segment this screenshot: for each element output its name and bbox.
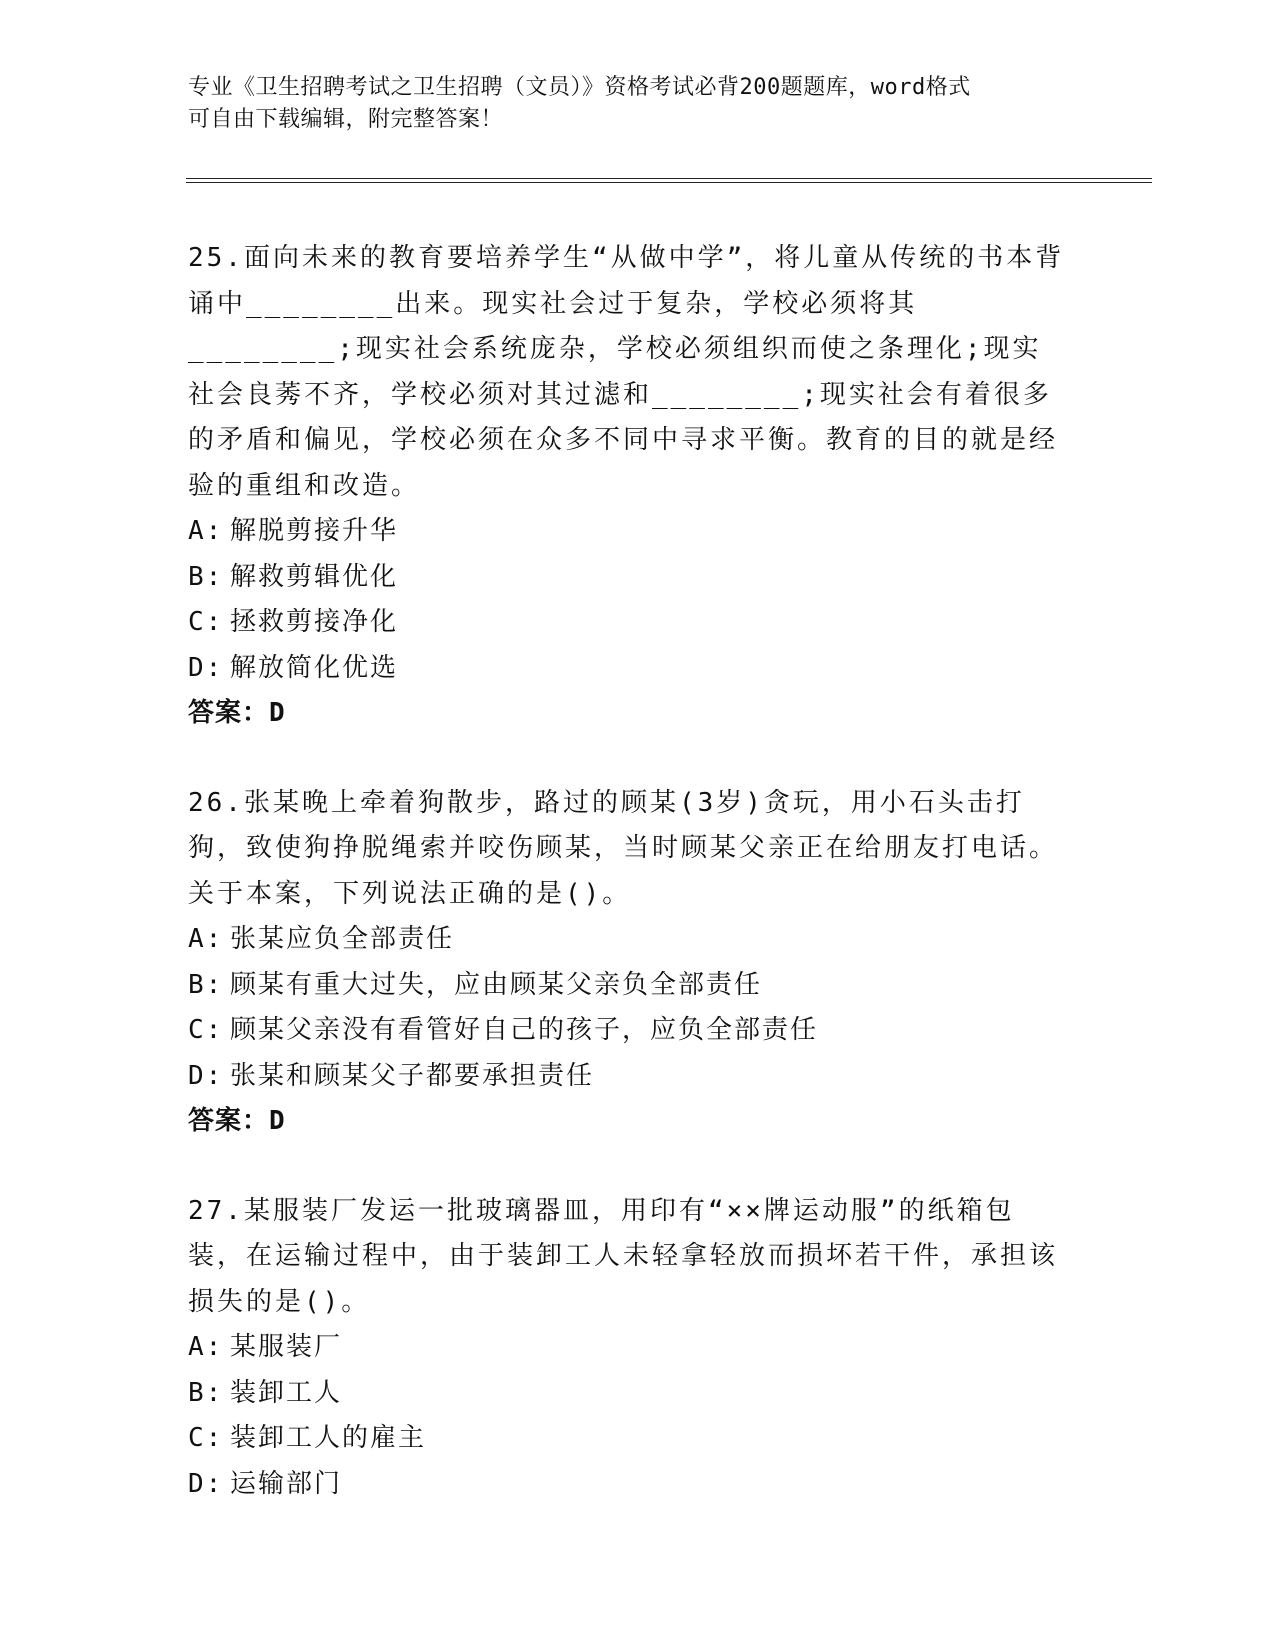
- option-text: 解放简化优选: [230, 652, 399, 683]
- option-d: [188, 646, 1068, 692]
- option-text: 解救剪辑优化: [230, 561, 399, 592]
- option-b: [188, 1371, 1068, 1417]
- option-letter: B:: [188, 969, 224, 1000]
- option-letter: A:: [188, 516, 224, 546]
- option-letter: A:: [188, 1332, 224, 1362]
- question-27: [188, 1189, 1068, 1508]
- option-b: [188, 555, 1068, 601]
- option-a: [188, 509, 1068, 555]
- document-header: [188, 72, 1068, 136]
- answer-label: 答案：D: [188, 1106, 286, 1136]
- header-divider: [186, 178, 1152, 184]
- question-list: [188, 236, 1068, 1551]
- option-letter: D:: [188, 652, 224, 683]
- option-letter: C:: [188, 1423, 224, 1453]
- option-text: 某服装厂: [230, 1332, 343, 1362]
- header-line-2: 可自由下载编辑，附完整答案！: [188, 107, 504, 132]
- option-c: [188, 1008, 1068, 1054]
- option-letter: B:: [188, 561, 224, 592]
- option-text: 装卸工人: [230, 1377, 343, 1408]
- answer-label: 答案：D: [188, 698, 286, 728]
- question-26: [188, 781, 1068, 1145]
- option-text: 装卸工人的雇主: [230, 1423, 427, 1453]
- option-letter: D:: [188, 1468, 224, 1499]
- option-d: [188, 1054, 1068, 1100]
- option-text: 顾某父亲没有看管好自己的孩子，应负全部责任: [230, 1015, 819, 1045]
- option-letter: C:: [188, 607, 224, 637]
- option-text: 张某和顾某父子都要承担责任: [230, 1060, 595, 1091]
- question-stem: 27.某服装厂发运一批玻璃器皿，用印有“××牌运动服”的纸箱包装，在运输过程中，由于装卸工人未轻拿轻放而损坏若干件，承担该损失的是()。: [188, 1195, 1059, 1317]
- option-text: 解脱剪接升华: [230, 516, 399, 546]
- option-letter: C:: [188, 1015, 224, 1045]
- option-text: 运输部门: [230, 1468, 343, 1499]
- option-c: [188, 1416, 1068, 1462]
- option-letter: D:: [188, 1060, 224, 1091]
- option-letter: A:: [188, 924, 224, 954]
- question-stem: 25.面向未来的教育要培养学生“从做中学”，将儿童从传统的书本背诵中________出来。现实社会过于复杂，学校必须将其________;现实社会系统庞杂，学校必须组织而使之条理化;现实社会良莠不齐，学校必须对其过滤和________;现实社会有着很多的矛盾和偏见，学校必须在众多不同中寻求平衡。教育的目的就是经验的重组和改造。: [188, 243, 1065, 501]
- option-a: [188, 917, 1068, 963]
- option-text: 顾某有重大过失，应由顾某父亲负全部责任: [230, 969, 763, 1000]
- option-a: [188, 1325, 1068, 1371]
- header-line-1: 专业《卫生招聘考试之卫生招聘（文员）》资格考试必背200题题库，word格式: [188, 75, 971, 100]
- question-stem: 26.张某晚上牵着狗散步，路过的顾某(3岁)贪玩，用小石头击打狗，致使狗挣脱绳索并咬伤顾某，当时顾某父亲正在给朋友打电话。关于本案，下列说法正确的是()。: [188, 787, 1059, 909]
- question-25: [188, 236, 1068, 737]
- option-letter: B:: [188, 1377, 224, 1408]
- option-d: [188, 1462, 1068, 1508]
- option-c: [188, 600, 1068, 646]
- option-text: 张某应负全部责任: [230, 924, 455, 954]
- option-text: 拯救剪接净化: [230, 607, 399, 637]
- option-b: [188, 963, 1068, 1009]
